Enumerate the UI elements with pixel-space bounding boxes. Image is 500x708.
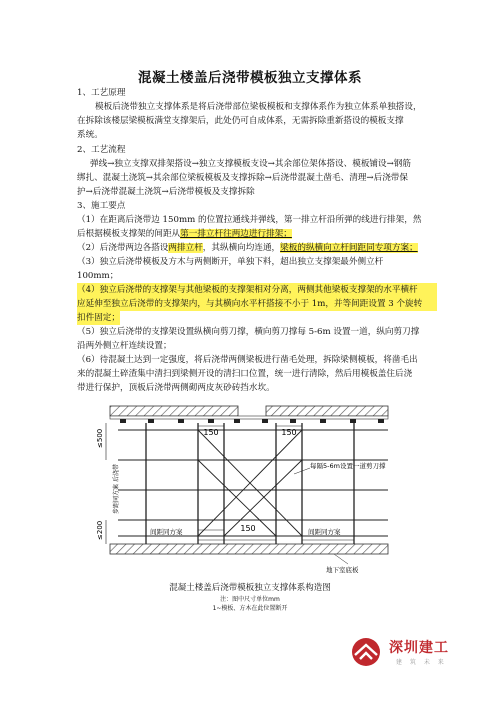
formwork-support-diagram — [98, 402, 404, 577]
highlighted-line: 应延伸至独立后浇带的支撑架内，与其横向水平杆搭接不小于 1m，并等间距设置 3 个旋转 — [77, 297, 437, 311]
diagram-caption: 混凝土楼盖后浇带模板独立支撑体系构造图 — [169, 583, 331, 593]
paragraph-line: 100mm； — [77, 271, 119, 281]
paragraph-line: 在拆除该楼层梁模板满堂支撑架后，此处仍可自成体系，无需拆除重新搭设的模板支撑 — [77, 116, 404, 126]
highlighted-text: 第一排立杆往两边进行排架； — [180, 229, 292, 239]
top-slab-left — [110, 406, 238, 416]
paragraph-line: 模板后浇带独立支撑体系是将后浇带部位梁板模板和支撑体系作为独立体系单独搭设， — [95, 102, 422, 112]
highlighted-line: （4）独立后浇带的支撑架与其他梁板的支撑架相对分离，两侧其他梁板支撑架的水平横杆 — [77, 283, 437, 297]
label-backcast-strip: 后浇带 — [113, 463, 120, 482]
dim-150-bottom: 150 — [240, 524, 256, 533]
company-slogan: 建 筑 未 来 — [396, 659, 447, 666]
top-slab-right — [266, 406, 388, 416]
highlighted-line: 扣件固定； — [77, 311, 120, 325]
highlighted-text: 梁板的纵横向立杆间距同专项方案； — [280, 243, 418, 253]
dim-200: ≤200 — [96, 520, 104, 540]
company-logo-icon — [346, 636, 386, 668]
label-spacing-right: 间距同方案 — [308, 528, 341, 536]
paragraph-line: （5）独立后浇带的支撑架设置纵横向剪刀撑，横向剪刀撑每 5-6m 设置一道，纵向剪刀撑 — [77, 327, 420, 337]
dim-150-left: 150 — [203, 428, 219, 437]
label-basement-floor: 地下室底板 — [326, 566, 359, 574]
document-title: 混凝土楼盖后浇带模板独立支撑体系 — [138, 70, 362, 86]
text-run: ，其纵横向均连通， — [202, 243, 281, 253]
paragraph-line — [77, 227, 437, 241]
paragraph-line: （1）在距离后浇带边 150mm 的位置拉通线并弹线，第一排立杆沿所弹的线进行排架，然 — [77, 215, 422, 225]
dimension-lines — [106, 423, 354, 544]
floor-leader — [334, 554, 348, 564]
label-scissor-brace: 每隔5-6m设置一道剪刀撑 — [310, 462, 386, 470]
paragraph-line — [77, 241, 437, 255]
paragraph-line: 来的混凝土碎渣集中清扫到梁侧开设的清扫口位置，统一进行清除，然后用模板盖住后浇 — [77, 369, 413, 379]
label-step: 步距同方案 — [113, 483, 120, 514]
text-run: （2）后浇带两边各搭设 — [77, 243, 169, 253]
horizontal-bars — [118, 430, 388, 536]
company-name: 深圳建工 — [389, 640, 449, 656]
section-heading: 3、施工要点 — [77, 201, 126, 211]
paragraph-line: 沿两外侧立杆连续设置； — [77, 341, 172, 351]
paragraph-line: 弹线→独立支撑双排架搭设→独立支撑模板支设→其余部位架体搭设、模板铺设→钢筋 — [90, 159, 411, 169]
paragraph-line: 带进行保护，顶板后浇带两侧砌两皮灰砂砖挡水坎。 — [77, 383, 275, 393]
diagram-note-units: 注：图中尺寸单位mm — [220, 596, 280, 603]
section-heading: 1、工艺原理 — [77, 88, 126, 98]
timber-blocks — [120, 419, 384, 423]
formwork-top — [110, 416, 388, 419]
paragraph-line: （3）独立后浇带模板及方木与两侧断开，单独下料，超出独立支撑架最外侧立杆 — [77, 257, 384, 267]
text-run: 后根据模板支撑架的间距从 — [77, 229, 181, 239]
section-heading: 2、工艺流程 — [77, 145, 126, 155]
highlighted-text: 两排立杆 — [168, 243, 203, 253]
paragraph-line: （6）待混凝土达到一定强度，将后浇带两侧梁板进行凿毛处理，拆除梁侧模板，将凿毛出 — [77, 355, 418, 365]
label-spacing-left: 间距同方案 — [150, 528, 183, 536]
paragraph-line: 系统。 — [77, 130, 103, 140]
dim-150-right: 150 — [281, 428, 297, 437]
diagram-note-break: 1~模板、方木在此位置断开 — [212, 605, 288, 612]
dim-500: ≤500 — [96, 428, 104, 448]
paragraph-line: 护→后浇带混凝土浇筑→后浇带模板及支撑拆除 — [77, 187, 255, 197]
bottom-slab — [110, 544, 388, 554]
paragraph-line: 绑扎、混凝土浇筑→其余部位梁板模板及支撑拆除→后浇带混凝土凿毛、清理→后浇带保 — [77, 173, 408, 183]
